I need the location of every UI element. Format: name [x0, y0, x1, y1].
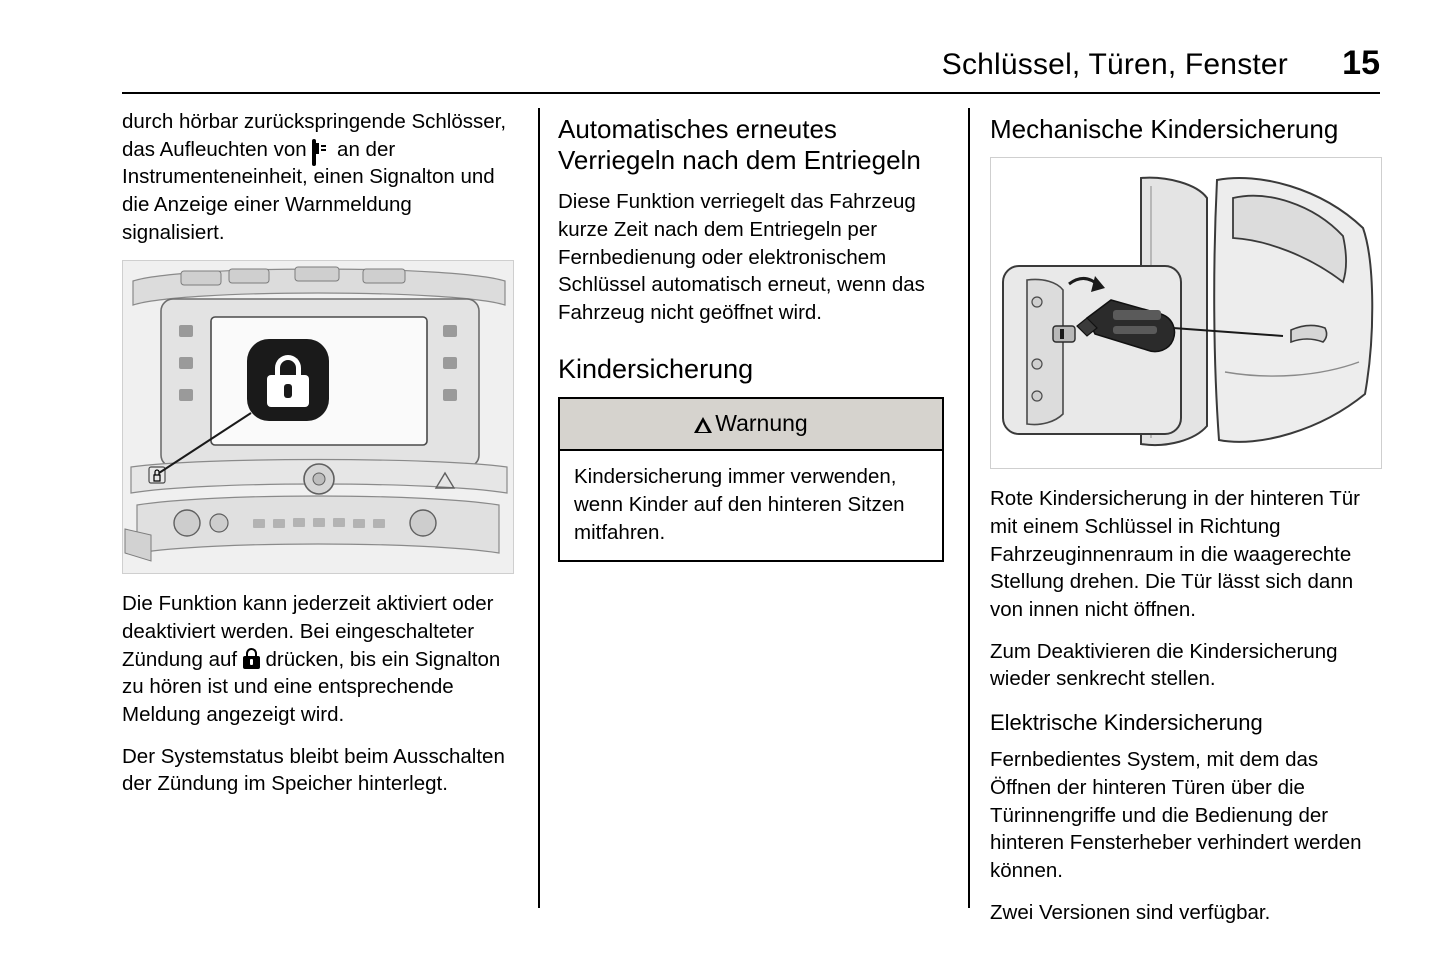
- heading-child-lock: Kindersicherung: [558, 353, 754, 384]
- header-divider: [122, 92, 1380, 94]
- paragraph-deactivate-child-lock: Zum Deaktivieren die Kindersicherung wieder senkrecht stellen.: [990, 639, 1338, 691]
- paragraph-mechanical-child-lock: Rote Kindersicherung in der hinteren Tür mit einem Schlüssel in Richtung Fahrzeuginnenraum in die waagerechte Stellung drehen. Die Tür lässt sich dann von innen nicht öffnen.: [990, 487, 1360, 621]
- display-lock-badge-icon: [247, 339, 329, 421]
- paragraph-two-versions: Zwei Versionen sind verfügbar.: [990, 900, 1271, 924]
- paragraph-activate-function: [122, 590, 514, 728]
- child-lock-rear-door-figure: [990, 157, 1382, 469]
- paragraph-system-status: Der Systemstatus bleibt beim Ausschalten der Zündung im Speicher hinterlegt.: [122, 744, 505, 796]
- page-number: 15: [1342, 44, 1380, 82]
- column-divider-2: [968, 108, 970, 908]
- figure-2-illustration: [991, 158, 1381, 468]
- para2-text-b: drücken, bis ein Signalton zu hören ist und eine entsprechende Meldung angezeigt wird.: [122, 647, 501, 727]
- column-3: [990, 108, 1382, 940]
- para1-text-a: durch hörbar zurückspringende Schlösser, das Aufleuchten von: [122, 110, 507, 161]
- warning-text: Kindersicherung immer verwenden, wenn Kinder auf den hinteren Sitzen mitfahren.: [574, 465, 905, 544]
- para1-text-b: an der Instrumenteneinheit, einen Signalton und die Anzeige einer Warnmeldung signalisiert.: [122, 137, 495, 244]
- infotainment-display-lock-figure: [122, 260, 514, 574]
- warning-triangle-icon: [694, 417, 712, 433]
- paragraph-remote-feedback: [122, 108, 514, 246]
- paragraph-auto-relock: Diese Funktion verriegelt das Fahrzeug kurze Zeit nach dem Entriegeln per Fernbedienung oder elektronischem Schlüssel automatisch erneut, wenn das Fahrzeug nicht geöffnet wird.: [558, 190, 925, 325]
- heading-auto-relock: Automatisches erneutes Verriegeln nach dem Entriegeln: [558, 114, 921, 176]
- column-2: [558, 108, 948, 562]
- heading-electric-child-lock: Elektrische Kindersicherung: [990, 709, 1263, 735]
- column-divider-1: [538, 108, 540, 908]
- warning-box: [558, 397, 944, 562]
- paragraph-electric-child-lock: Fernbedientes System, mit dem das Öffnen der hinteren Türen über die Türinnengriffe und die Bedienung der hinteren Fensterheber verhindert werden können.: [990, 748, 1362, 883]
- para2-text-a: Die Funktion kann jederzeit aktiviert oder deaktiviert werden. Bei eingeschalteter Zündung auf: [122, 592, 494, 671]
- lock-button-icon: [243, 648, 260, 669]
- warning-label: Warnung: [715, 410, 808, 437]
- page-header: [122, 44, 1380, 83]
- column-1: [122, 108, 514, 812]
- key-card-indicator-icon: [312, 139, 331, 160]
- heading-mechanical-child-lock: Mechanische Kindersicherung: [990, 114, 1339, 144]
- page-title: Schlüssel, Türen, Fenster: [941, 48, 1288, 81]
- warning-header: [560, 399, 942, 451]
